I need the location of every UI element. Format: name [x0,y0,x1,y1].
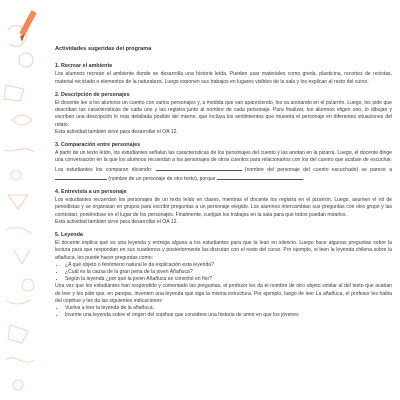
pencil-icon [19,10,37,42]
section-2-heading [55,92,392,99]
section-paragraph: El docente lee a los alumnos un cuento con varios personajes y, a medida que van apareciendo, los va anotando en el pizarrón. Luego, les pide que describan las características de cada uno y las registra junto al nombre de cada personaje. Para finalizar, los alumnos eligen uno, lo dibujan y escriben una descripción lo más detallada posible del mismo, que incluya los sentimientos que muestra el personaje en diferentes situaciones del relato. [55,100,392,128]
section-title: Leyenda [61,232,83,239]
section-5-heading [55,232,392,239]
section-paragraph: Los estudiantes recuerdan los personajes de un texto leído en clases, mientras el docente los registra en el pizarrón. Luego, asumen el rol de periodistas y se organizan en grupos para escribir preguntas a un personaje elegido. Los alumnos intercambian sus preguntas con otro grupo y las contestan, poniéndose en el lugar de los personajes. Finalmente, cuelgan los trabajos en la sala para que todos puedan mirarlos. [55,197,392,218]
section-title: Descripción de personajes [61,91,130,98]
section-number: 3. [55,142,60,149]
blank-line [156,165,242,171]
decorative-margin [0,0,52,400]
section-1-heading [55,63,392,70]
list-item: • Vuelva a leer la leyenda de la añañuca. [65,305,392,312]
section-number: 4. [55,189,60,196]
section-note: Esta actividad también sirve para desarrollar el OA 12. [55,128,178,135]
margin-doodles-graphic [0,0,52,400]
fill-text-2: (nombre de un personaje de otro texto), porque [108,175,216,182]
section-5 [55,232,392,319]
question-list [55,262,392,284]
section-title: Comparación entre personajes [61,142,141,149]
blank-line [55,174,107,180]
list-item: • Según la leyenda ¿por qué la joven Añañuca se convirtió en flor? [65,276,392,283]
list-item: • ¿A qué objeto o fenómeno natural le da explicación esta leyenda? [65,262,392,269]
section-note: Esta actividad también sirve para desarrollar el OA 12. [55,218,178,225]
section-3-heading [55,142,392,149]
section-1 [55,63,392,86]
section-number: 5. [55,232,60,239]
instruction-list [55,305,392,319]
list-item: • Invente una leyenda sobre el origen del copihue que considere una historia de amor en que los jóvenes [65,312,392,319]
section-paragraph [55,150,392,183]
section-4-heading [55,189,392,196]
section-4 [55,189,392,226]
list-item: • ¿Cuál es la causa de la gran pena de la joven Añañuca? [65,269,392,276]
section-paragraph-lead: A partir de un texto leído, los estudiantes señalan las características de los personajes del cuento y las anotan en la pizarra. Luego, el docente dirige una conversación en la que los alumnos recuerdan a los personajes de otros cuentos para relacionarlos con los del cuento que acaban de escuchar. Los estudiantes los comparan diciendo: [55,150,392,173]
section-number: 2. [55,91,60,98]
section-title: Entrevista a un personaje [61,189,127,196]
section-number: 1. [55,63,60,70]
fill-text-end: . [302,175,305,182]
blank-line [217,174,303,180]
document-title: Actividades sugeridas del programa [55,46,152,52]
section-2 [55,92,392,136]
document-body [55,46,392,326]
section-paragraph: El docente explica qué es una leyenda y entrega alguna a los estudiantes para que la lean en silencio. Luego hace algunas preguntas sobre la lectura para que respondan en sus cuadernos y posteriormente las discutan con el resto del curso. Por ejemplo, si leen la leyenda chilena sobre la añañuca, les puede hacer preguntas como: [55,240,392,261]
section-title: Recrear el ambiente [61,63,113,70]
section-3 [55,142,392,183]
section-paragraph: Una vez que los estudiantes han respondido y comentado las preguntas, el profesor les da el nombre de otro objeto similar al del texto que acaban de leer y les pide que, en parejas, inventen una leyenda que siga la misma estructura. Por ejemplo, luego de leer La añañuca, el profesor les habla del copihue y les da las siguientes indicaciones [55,283,392,304]
fill-text-1: (nombre del personaje del cuento escuchado) se parece a [244,166,393,173]
section-paragraph: Los alumnos recrean el ambiente donde se desarrolla una historia leída. Pueden usar materiales como greda, plasticina, recortes de revistas, material reciclado o elementos de la naturaleza. Luego exponen sus trabajos en lugares visibles de la sala y los explican al resto del curso. [55,71,392,85]
